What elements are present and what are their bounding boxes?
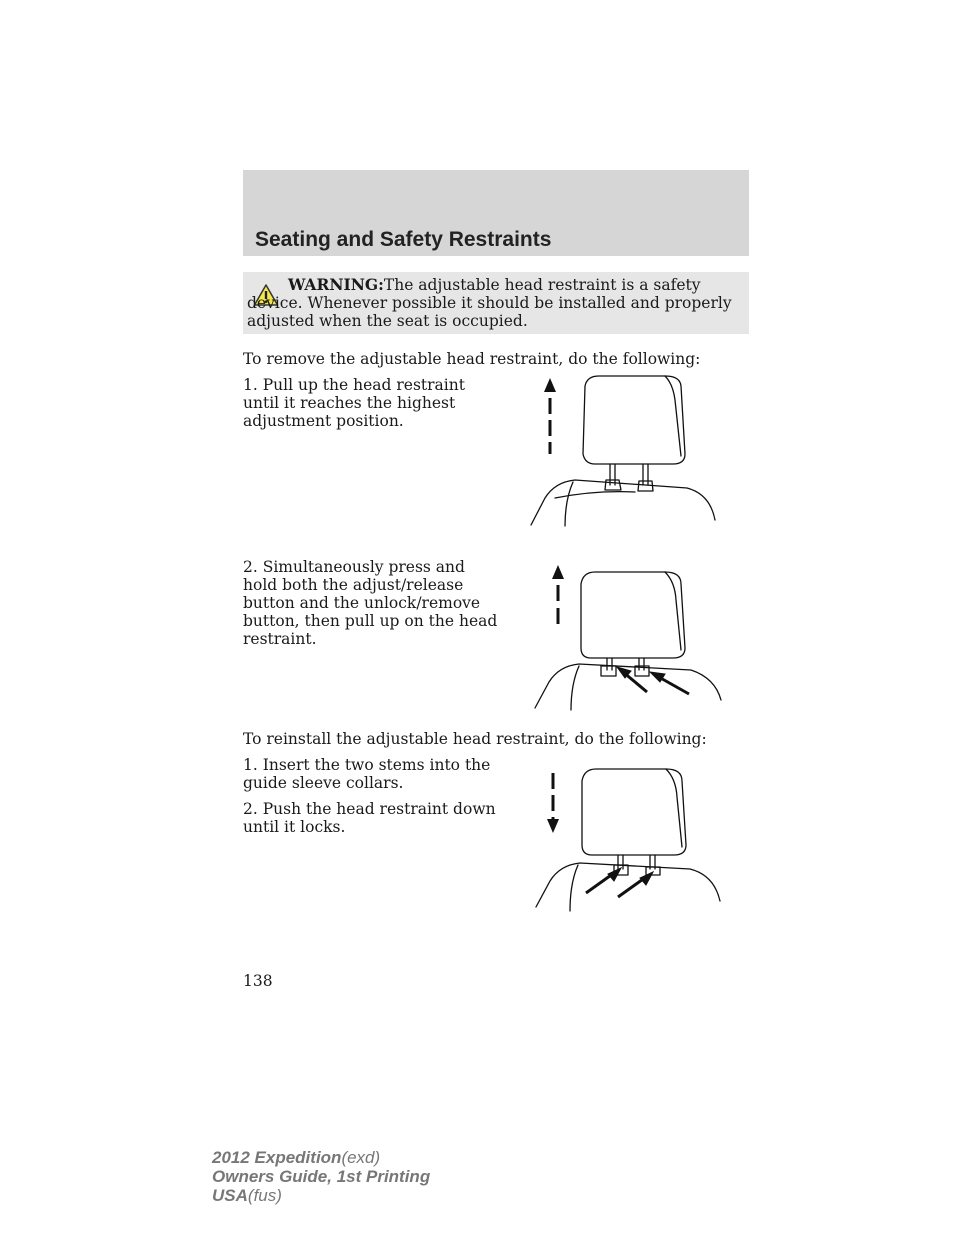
footer-model-code: (exd) xyxy=(341,1148,381,1167)
arrow-down-icon xyxy=(547,773,559,833)
warning-label: WARNING: xyxy=(288,275,384,294)
reinstall-step-2: 2. Push the head restraint down until it locks. xyxy=(243,800,496,836)
footer-market: USA xyxy=(212,1186,248,1205)
footer-market-code: (fus) xyxy=(247,1186,282,1205)
remove-step-1: 1. Pull up the head restraint until it reaches the highest adjustment position. xyxy=(243,376,465,430)
section-title: Seating and Safety Restraints xyxy=(255,228,552,251)
remove-intro: To remove the adjustable head restraint, do the following: xyxy=(243,350,701,368)
figure-pull-up xyxy=(515,370,725,530)
press-arrow-icon xyxy=(586,868,653,897)
footer xyxy=(212,1148,430,1205)
footer-printing: Owners Guide, 1st Printing xyxy=(212,1167,431,1186)
warning-body: The adjustable head restraint is a safety device. Whenever possible it should be installed and properly adjusted when the seat is occupied. xyxy=(247,276,732,330)
arrow-up-icon xyxy=(544,378,556,454)
footer-model: 2012 Expedition xyxy=(212,1148,342,1167)
page-number: 138 xyxy=(243,972,273,990)
remove-step-2: 2. Simultaneously press and hold both the adjust/release button and the unlock/remove button, then pull up on the head restraint. xyxy=(243,558,498,648)
reinstall-intro: To reinstall the adjustable head restraint, do the following: xyxy=(243,730,707,748)
figure-press-and-pull xyxy=(515,560,730,715)
arrow-up-icon xyxy=(552,565,564,624)
press-arrow-icon xyxy=(617,667,689,694)
figure-push-down xyxy=(520,765,730,915)
warning-text xyxy=(247,276,743,330)
reinstall-step-1: 1. Insert the two stems into the guide sleeve collars. xyxy=(243,756,491,792)
